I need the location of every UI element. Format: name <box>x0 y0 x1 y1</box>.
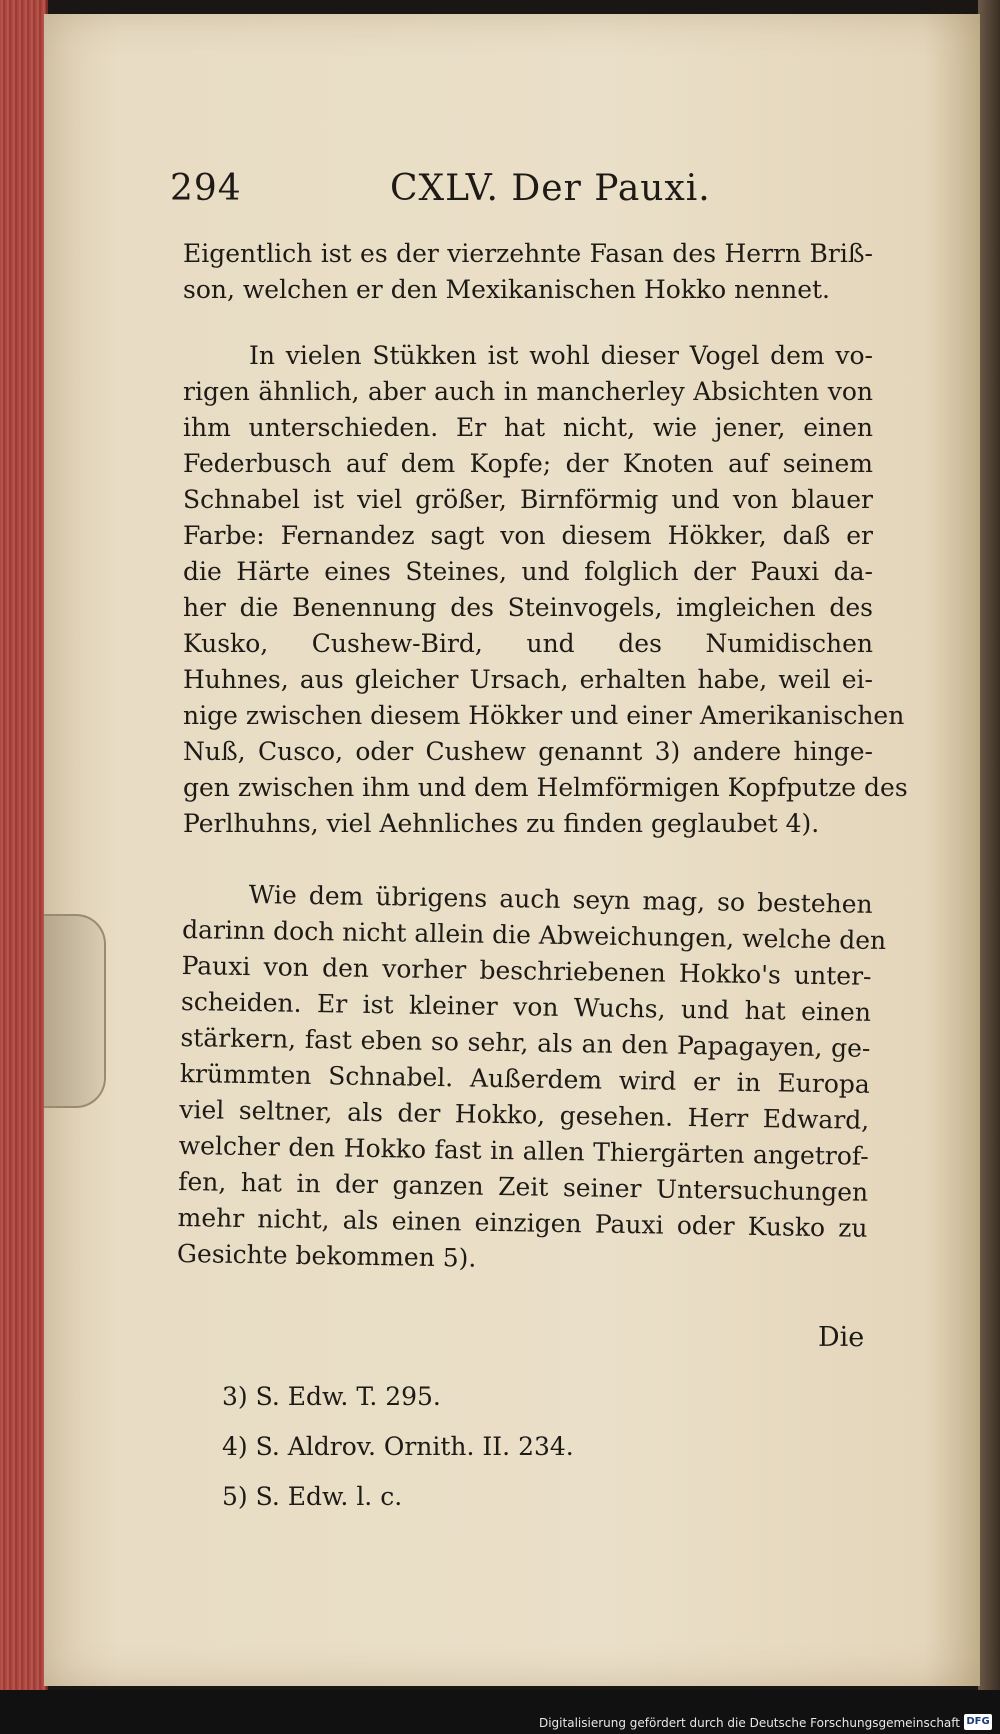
text-line: her die Benennung des Steinvogels, imgleichen des <box>183 593 873 622</box>
text-line: nige zwischen diesem Hökker und einer Amerikanischen <box>183 701 905 730</box>
dfg-logo: DFG <box>964 1714 992 1730</box>
text-line: Kusko, Cushew-Bird, und des Numidischen <box>183 629 873 658</box>
text-line: Wie dem übrigens auch seyn mag, so bestehen <box>248 880 873 919</box>
book-page-edge <box>0 0 48 1690</box>
text-line: ihm unterschieden. Er hat nicht, wie jener, einen <box>183 413 873 442</box>
text-line: Gesichte bekommen 5). <box>176 1238 477 1273</box>
text-line: gen zwischen ihm und dem Helmförmigen Kopfputze des <box>183 773 908 802</box>
footnote: 4) S. Aldrov. Ornith. II. 234. <box>222 1432 574 1461</box>
page-body <box>176 236 908 1273</box>
text-line: son, welchen er den Mexikanischen Hokko nennet. <box>183 275 830 304</box>
text-line: fen, hat in der ganzen Zeit seiner Untersuchungen <box>177 1166 869 1207</box>
catchword: Die <box>818 1322 865 1353</box>
paragraph-2 <box>183 338 908 842</box>
funding-credit: Digitalisierung gefördert durch die Deutsche Forschungsgemeinschaft <box>538 1716 960 1730</box>
footnotes <box>222 1372 574 1522</box>
text-line: scheiden. Er ist kleiner von Wuchs, und hat einen <box>180 986 872 1027</box>
paragraph-1 <box>183 236 873 308</box>
text-line: In vielen Stükken ist wohl dieser Vogel dem vo- <box>249 341 873 370</box>
text-line: Federbusch auf dem Kopfe; der Knoten auf seinem <box>183 449 873 478</box>
text-line: Huhnes, aus gleicher Ursach, erhalten habe, weil ei- <box>183 665 873 694</box>
text-line: Nuß, Cusco, oder Cushew genannt 3) andere hinge- <box>183 737 873 766</box>
text-line: Perlhuhns, viel Aehnliches zu finden geglaubet 4). <box>183 809 820 838</box>
text-line: Pauxi von den vorher beschriebenen Hokko's unter- <box>181 950 872 991</box>
text-line: darinn doch nicht allein die Abweichungen, welche den <box>181 914 887 956</box>
text-line: krümmten Schnabel. Außerdem wird er in Europa <box>179 1058 871 1099</box>
text-line: Eigentlich ist es der vierzehnte Fasan des Herrn Briß- <box>183 239 873 268</box>
text-line: rigen ähnlich, aber auch in mancherley Absichten von <box>183 377 873 406</box>
text-line: die Härte eines Steines, und folglich der Pauxi da- <box>183 557 873 586</box>
text-line: stärkern, fast eben so sehr, als an den Papagayen, ge- <box>180 1022 871 1063</box>
footnote: 5) S. Edw. l. c. <box>222 1482 403 1511</box>
footnote: 3) S. Edw. T. 295. <box>222 1382 441 1411</box>
page-number: 294 <box>170 168 242 209</box>
binding-strap <box>44 914 106 1108</box>
text-line: mehr nicht, als einen einzigen Pauxi oder Kusko zu <box>177 1202 868 1243</box>
text-line: Farbe: Fernandez sagt von diesem Hökker, daß er <box>183 521 873 550</box>
paragraph-3 <box>176 876 887 1283</box>
text-line: Schnabel ist viel größer, Birnförmig und von blauer <box>183 485 873 514</box>
running-title: CXLV. Der Pauxi. <box>390 168 711 209</box>
text-line: viel seltner, als der Hokko, gesehen. Herr Edward, <box>179 1094 870 1135</box>
book-right-edge <box>978 0 1000 1690</box>
text-line: welcher den Hokko fast in allen Thiergärten angetrof- <box>178 1130 869 1171</box>
